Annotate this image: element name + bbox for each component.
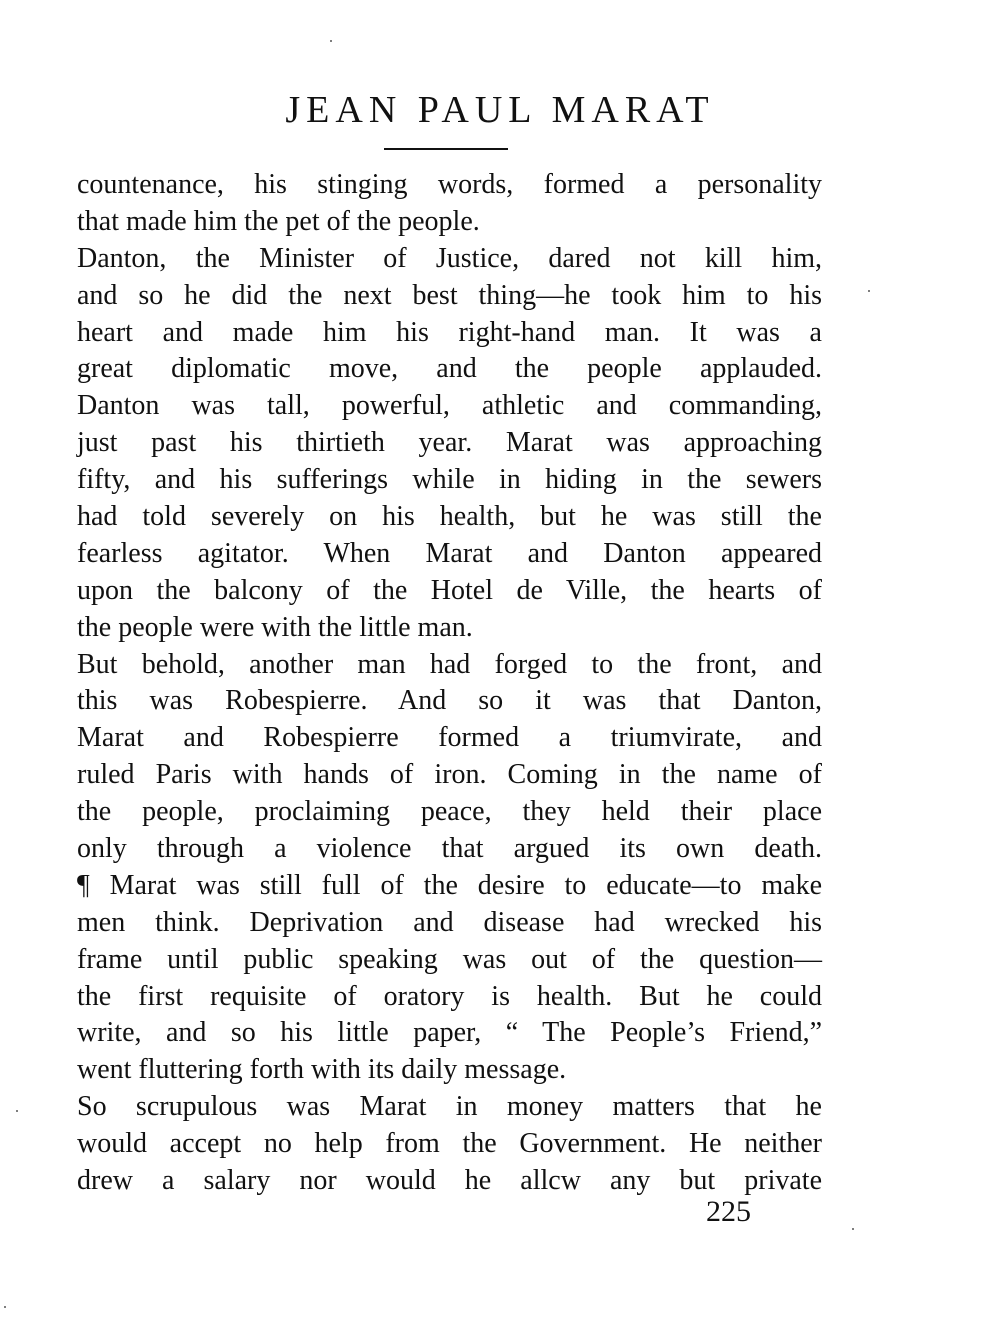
text-line: just past his thirtieth year. Marat was approaching [77,427,822,459]
scan-speck [868,290,870,292]
text-line: this was Robespierre. And so it was that Danton, [77,685,822,717]
text-line: would accept no help from the Government. He neither [77,1128,822,1160]
title-rule [384,148,508,150]
scan-speck [4,1306,6,1308]
text-line: the first requisite of oratory is health. But he could [77,980,822,1012]
text-line: great diplomatic move, and the people applauded. [77,353,822,385]
text-line: upon the balcony of the Hotel de Ville, the hearts of [77,574,822,606]
text-line: that made him the pet of the people. [77,205,480,237]
text-line: fifty, and his sufferings while in hiding in the sewers [77,464,822,496]
text-line: went fluttering forth with its daily message. [77,1054,567,1086]
text-line: the people were with the little man. [77,611,473,643]
text-line: men think. Deprivation and disease had wrecked his [77,906,822,938]
text-line: drew a salary nor would he allcw any but private [77,1165,822,1197]
text-line: only through a violence that argued its own death. [77,833,822,865]
text-line: ¶ Marat was still full of the desire to educate—to make [77,869,822,901]
text-line: ruled Paris with hands of iron. Coming in the name of [77,759,822,791]
page-number: 225 [706,1195,751,1228]
scan-speck [330,40,332,42]
text-line: Danton was tall, powerful, athletic and commanding, [77,390,822,422]
text-line: Danton, the Minister of Justice, dared not kill him, [77,242,822,274]
body-text [77,167,822,1200]
text-line: Marat and Robespierre formed a triumvirate, and [77,722,822,754]
scan-speck [852,1228,854,1230]
text-line: the people, proclaiming peace, they held their place [77,796,822,828]
text-line: write, and so his little paper, “ The People’s Friend,” [77,1017,822,1049]
text-line: heart and made him his right-hand man. It was a [77,316,822,348]
scan-speck [16,1110,18,1112]
running-title: JEAN PAUL MARAT [285,89,715,131]
text-line: But behold, another man had forged to the front, and [77,648,822,680]
text-line: So scrupulous was Marat in money matters that he [77,1091,822,1123]
text-line: countenance, his stinging words, formed a personality [77,169,822,200]
text-line: had told severely on his health, but he was still the [77,501,822,533]
text-line: fearless agitator. When Marat and Danton appeared [77,537,822,569]
text-line: frame until public speaking was out of the question— [77,943,822,975]
text-line: and so he did the next best thing—he took him to his [77,279,822,311]
